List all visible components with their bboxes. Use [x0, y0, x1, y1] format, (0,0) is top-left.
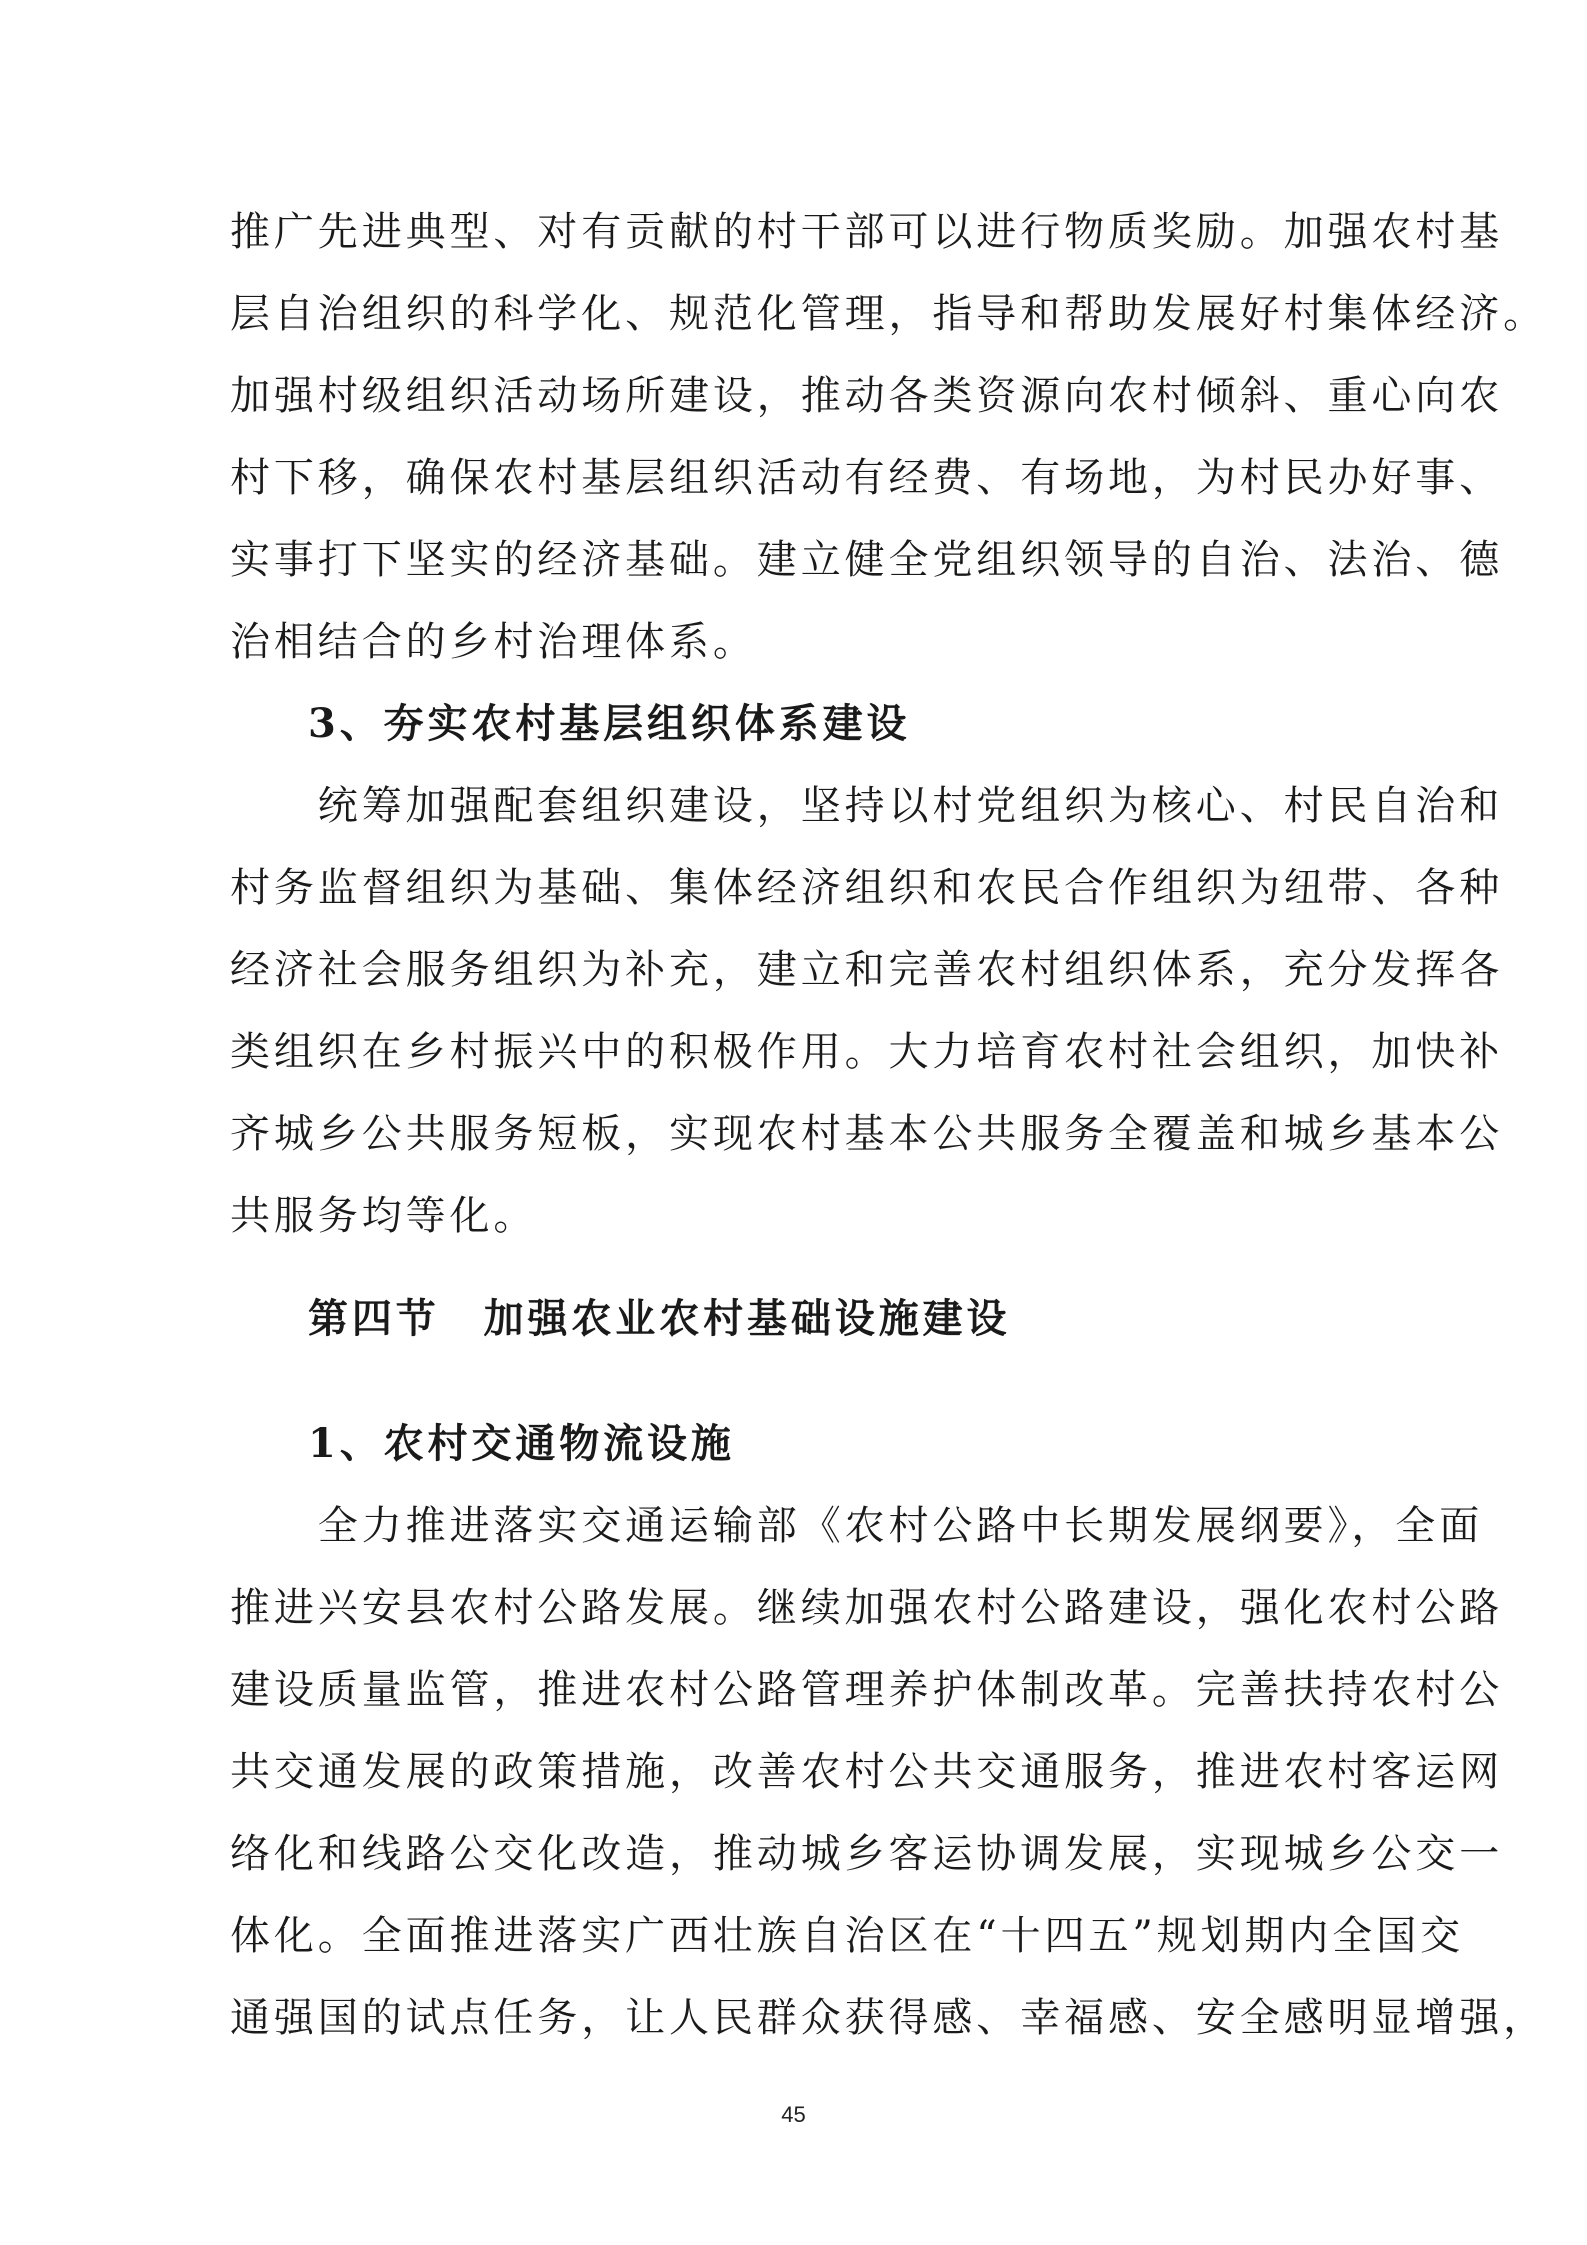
text-line: 推广先进典型、对有贡献的村干部可以进行物质奖励。加强农村基 — [230, 209, 1504, 255]
text-line: 建设质量监管，推进农村公路管理养护体制改革。完善扶持农村公 — [230, 1667, 1504, 1713]
text-line: 共交通发展的政策措施，改善农村公共交通服务，推进农村客运网 — [230, 1749, 1504, 1795]
text-line: 统筹加强配套组织建设，坚持以村党组织为核心、村民自治和 — [230, 783, 1504, 829]
text-line: 络化和线路公交化改造，推动城乡客运协调发展，实现城乡公交一 — [230, 1831, 1504, 1877]
text-line: 治相结合的乡村治理体系。 — [230, 619, 757, 665]
text-line: 村下移，确保农村基层组织活动有经费、有场地，为村民办好事、 — [230, 455, 1504, 501]
paragraph-rural-governance — [230, 191, 1547, 683]
section-heading: 第四节 加强农业农村基础设施建设 — [308, 1295, 1011, 1342]
paragraph-rural-transport — [230, 1485, 1547, 2059]
text-line: 实事打下坚实的经济基础。建立健全党组织领导的自治、法治、德 — [230, 537, 1504, 583]
text-line: 类组织在乡村振兴中的积极作用。大力培育农村社会组织，加快补 — [230, 1029, 1504, 1075]
text-line: 经济社会服务组织为补充，建立和完善农村组织体系，充分发挥各 — [230, 947, 1504, 993]
text-line: 体化。全面推进落实广西壮族自治区在“十四五”规划期内全国交 — [230, 1913, 1464, 1959]
subheading-1: 1、农村交通物流设施 — [308, 1420, 735, 1467]
paragraph-organization-system — [230, 765, 1504, 1257]
text-line: 齐城乡公共服务短板，实现农村基本公共服务全覆盖和城乡基本公 — [230, 1111, 1504, 1157]
text-line: 村务监督组织为基础、集体经济组织和农民合作组织为纽带、各种 — [230, 865, 1504, 911]
text-line: 通强国的试点任务，让人民群众获得感、幸福感、安全感明显增强， — [230, 1995, 1547, 2041]
subheading-3: 3、夯实农村基层组织体系建设 — [308, 700, 911, 747]
text-line: 全力推进落实交通运输部《农村公路中长期发展纲要》，全面 — [230, 1503, 1484, 1549]
text-line: 层自治组织的科学化、规范化管理，指导和帮助发展好村集体经济。 — [230, 291, 1547, 337]
text-line: 共服务均等化。 — [230, 1193, 538, 1239]
text-line: 推进兴安县农村公路发展。继续加强农村公路建设，强化农村公路 — [230, 1585, 1504, 1631]
page-number: 45 — [781, 2102, 806, 2127]
text-line: 加强村级组织活动场所建设，推动各类资源向农村倾斜、重心向农 — [230, 373, 1504, 419]
